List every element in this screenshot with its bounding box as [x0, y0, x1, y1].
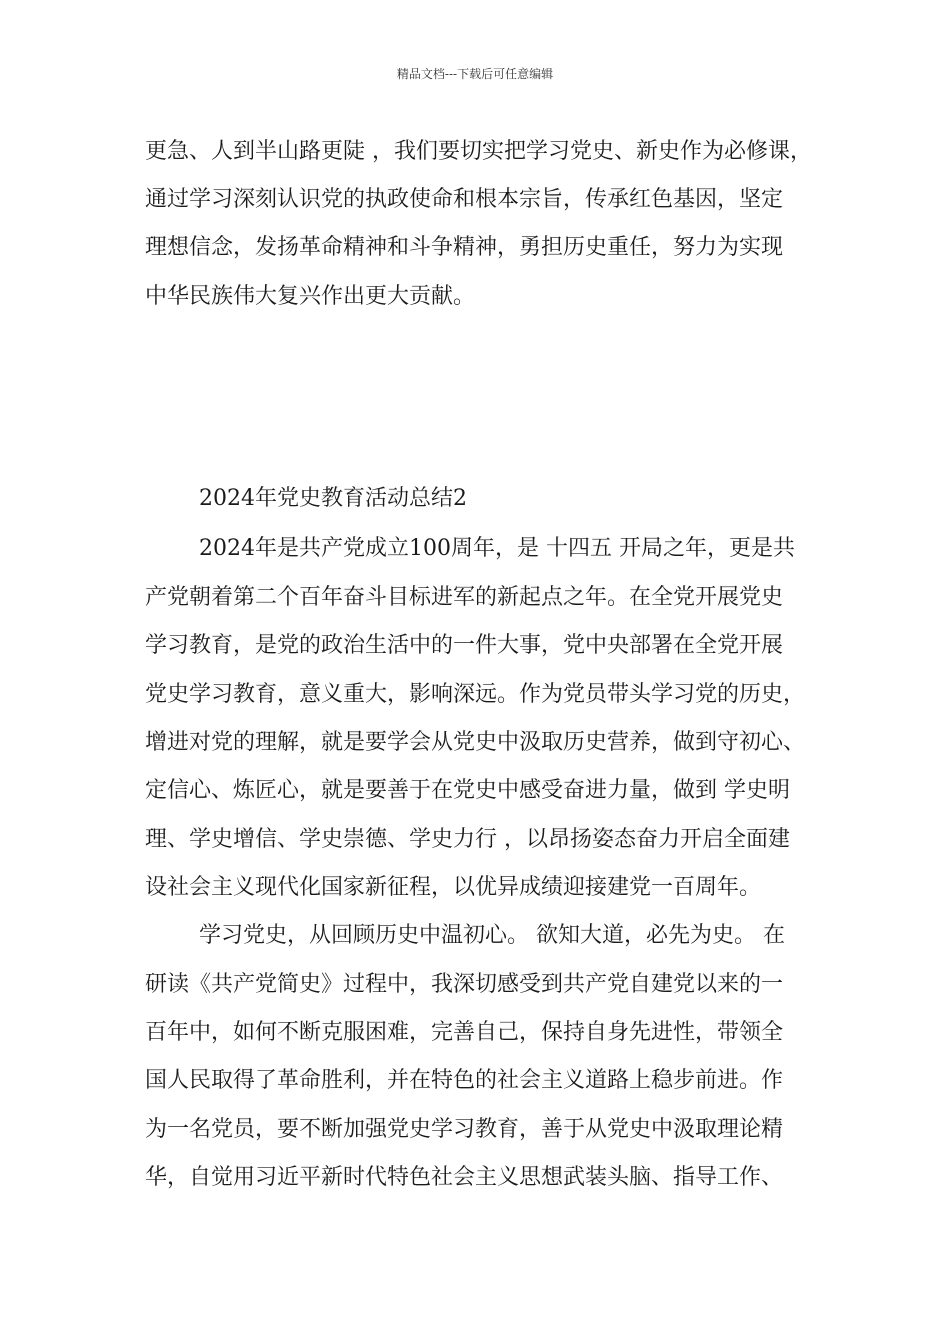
text-line: 为一名党员，要不断加强党史学习教育，善于从党史中汲取理论精 — [145, 1117, 784, 1142]
text-line: 华，自觉用习近平新时代特色社会主义思想武装头脑、指导工作、 — [145, 1165, 784, 1190]
page-header: 精品文档---下载后可任意编辑 — [396, 67, 554, 81]
text-line: 2024年是共产党成立100周年，是 十四五 开局之年，更是共 — [199, 536, 795, 561]
text-line: 通过学习深刻认识党的执政使命和根本宗旨，传承红色基因，坚定 — [145, 187, 784, 212]
text-line: 国人民取得了革命胜利，并在特色的社会主义道路上稳步前进。作 — [145, 1068, 784, 1093]
text-line: 理想信念，发扬革命精神和斗争精神，勇担历史重任，努力为实现 — [145, 235, 784, 260]
text-line: 产党朝着第二个百年奋斗目标进军的新起点之年。在全党开展党史 — [145, 585, 784, 610]
text-line: 研读《共产党简史》过程中，我深切感受到共产党自建党以来的一 — [145, 972, 784, 997]
text-line: 定信心、炼匠心，就是要善于在党史中感受奋进力量，做到 学史明 — [145, 778, 790, 803]
text-line: 学习教育，是党的政治生活中的一件大事，党中央部署在全党开展 — [145, 633, 784, 658]
text-line: 增进对党的理解，就是要学会从党史中汲取历史营养，做到守初心、 — [145, 730, 806, 755]
text-line: 更急、人到半山路更陡 ，我们要切实把学习党史、新史作为必修课， — [145, 139, 812, 164]
text-line: 百年中，如何不断克服困难，完善自己，保持自身先进性，带领全 — [145, 1020, 784, 1045]
section-title: 2024年党史教育活动总结2 — [199, 486, 467, 511]
text-line: 中华民族伟大复兴作出更大贡献。 — [145, 284, 476, 309]
text-line: 党史学习教育，意义重大，影响深远。作为党员带头学习党的历史， — [145, 682, 806, 707]
text-line: 设社会主义现代化国家新征程，以优异成绩迎接建党一百周年。 — [145, 875, 762, 900]
text-line: 理、学史增信、学史崇德、学史力行 ，以昂扬姿态奋力开启全面建 — [145, 827, 790, 852]
text-line: 学习党史，从回顾历史中温初心。 欲知大道，必先为史。 在 — [199, 923, 785, 948]
